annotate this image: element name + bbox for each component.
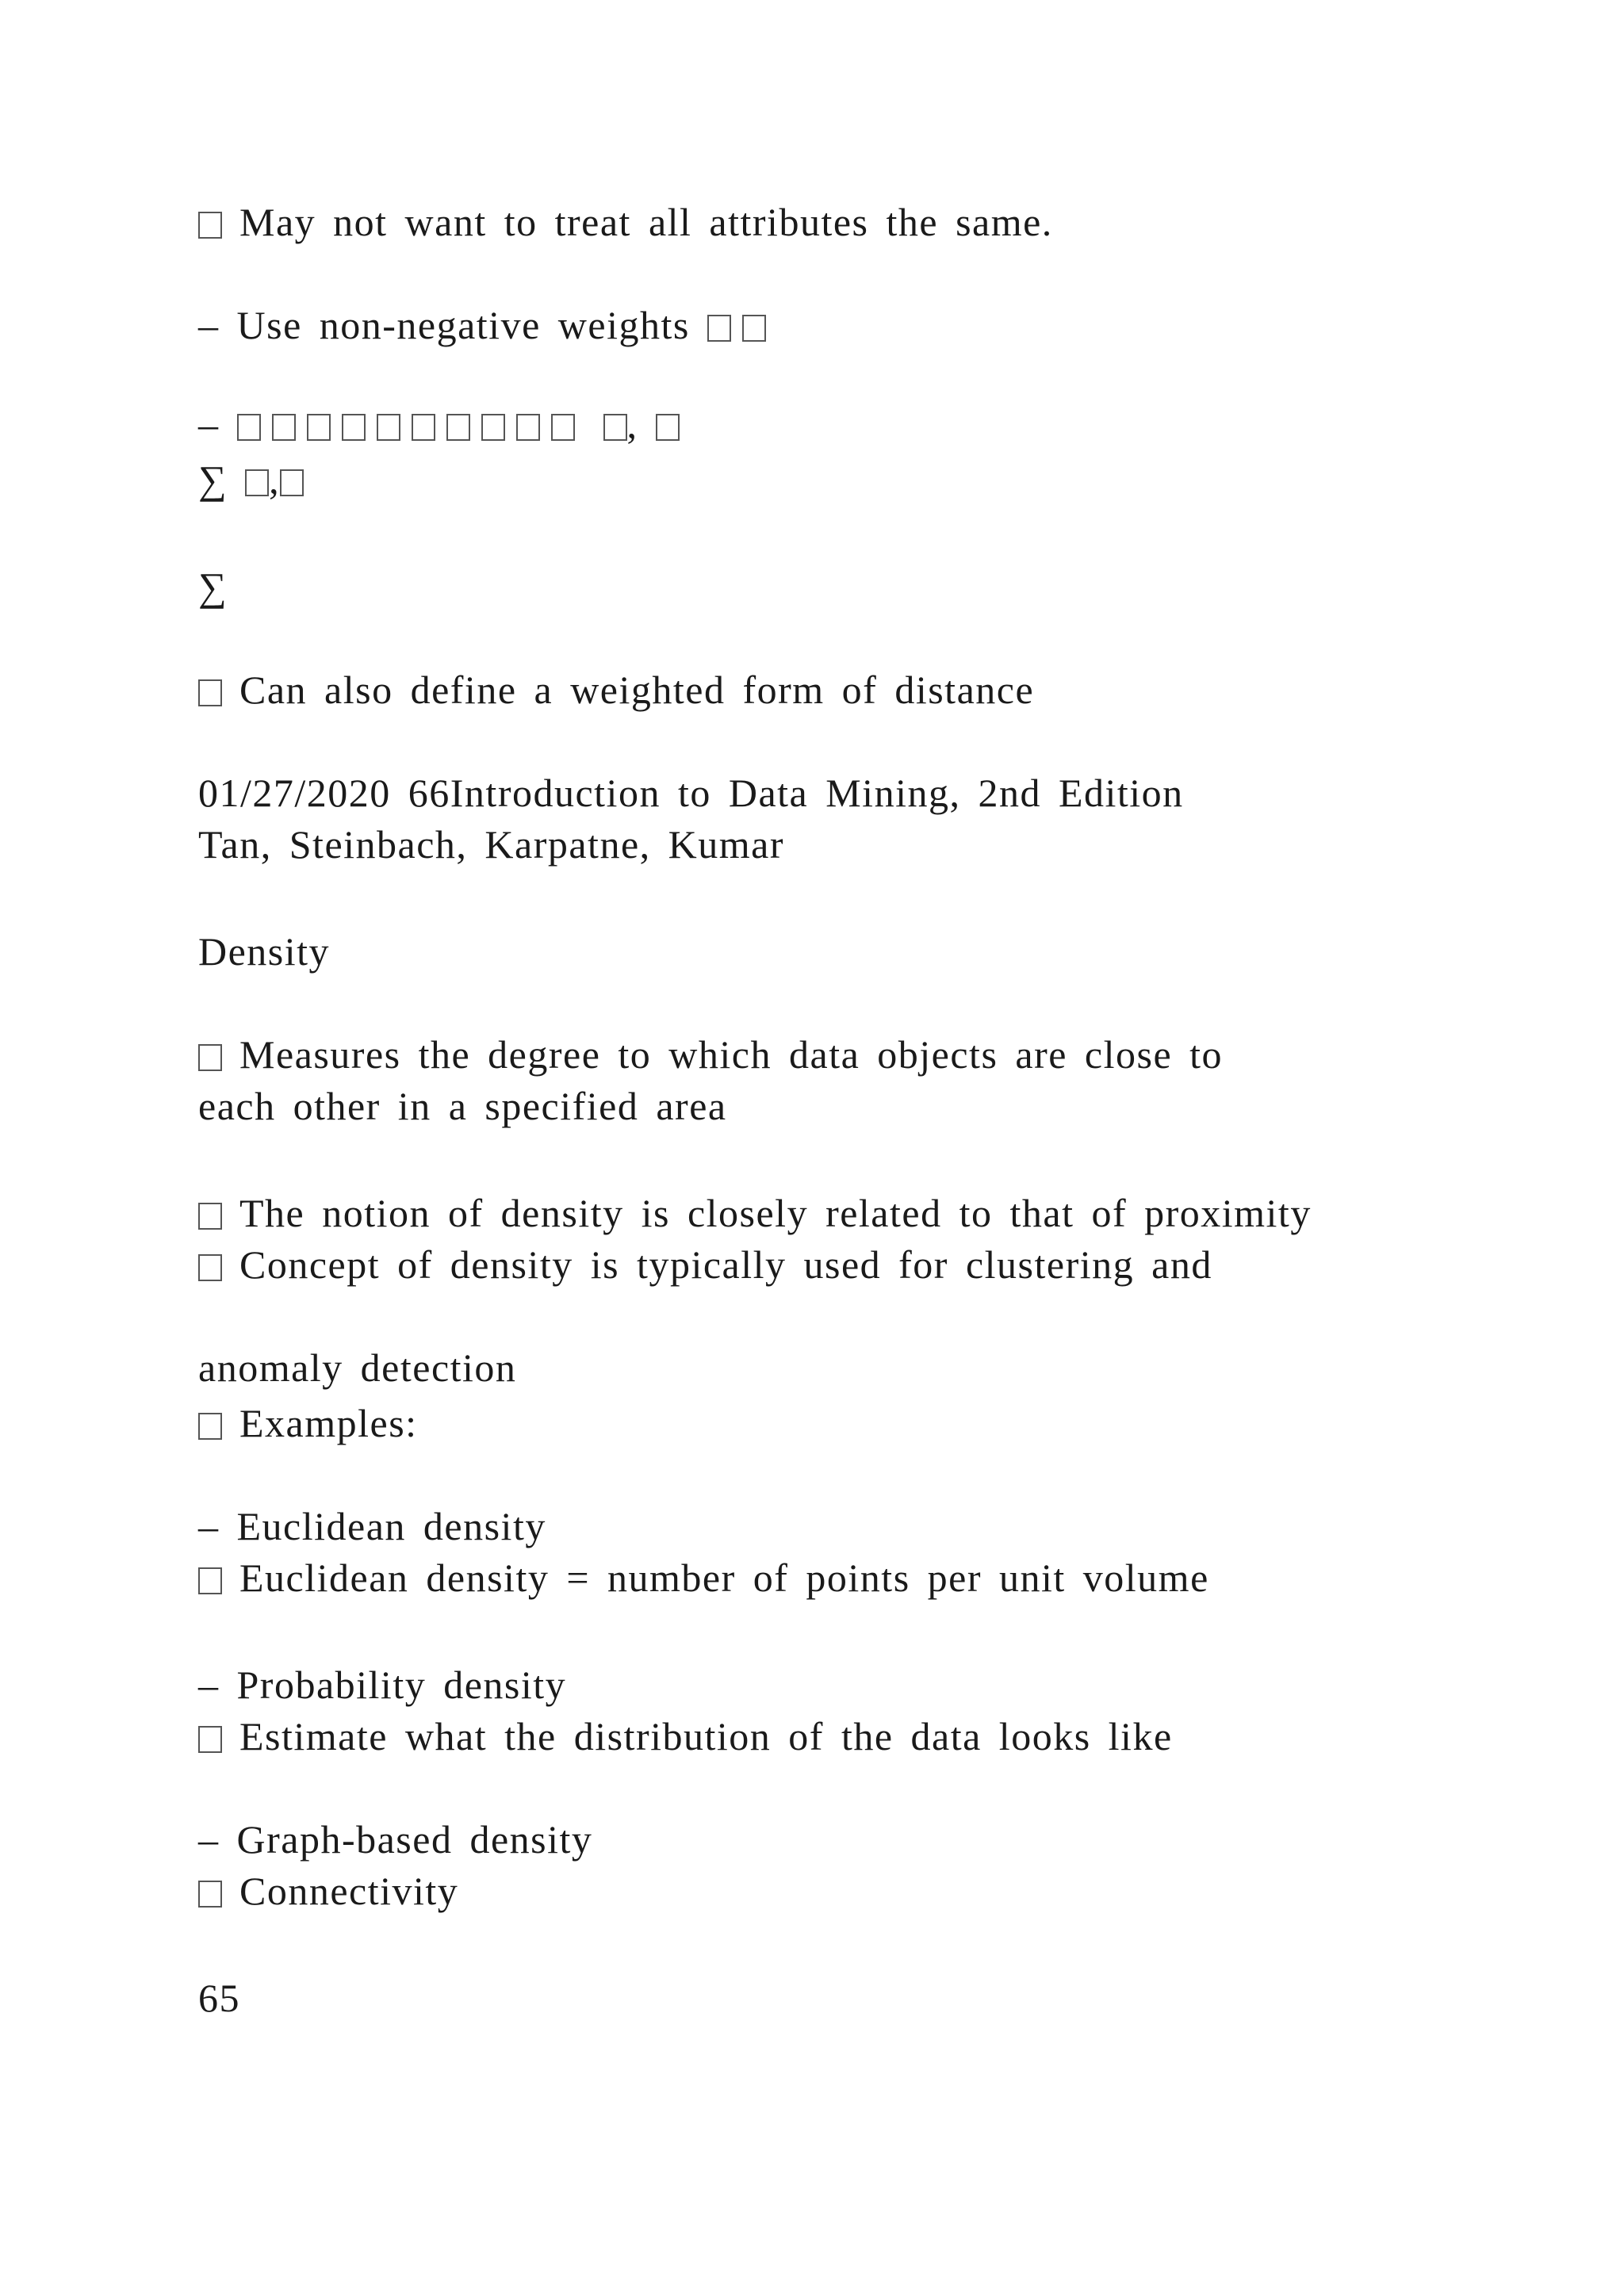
bullet-line-measures (198, 1031, 1223, 1078)
bullet-line-estimate (198, 1712, 1173, 1760)
text: – Euclidean density (198, 1504, 546, 1548)
sub-line-nonnegative-weights (198, 301, 777, 349)
section-heading-density (198, 928, 330, 975)
formula-line-1 (198, 400, 691, 448)
bullet-line-weights-intro (198, 198, 1053, 246)
missing-glyph-icon (412, 414, 435, 441)
line-anomaly-detection (198, 1344, 516, 1391)
text: Estimate what the distribution of the data looks like (239, 1714, 1173, 1758)
formula-line-2 (198, 456, 315, 503)
text: 01/27/2020 66Introduction to Data Mining, 2nd Edition (198, 771, 1184, 815)
missing-glyph-icon (481, 414, 505, 441)
missing-glyph-icon (280, 469, 304, 496)
line-specified-area (198, 1082, 727, 1130)
text: Concept of density is typically used for clustering and (239, 1242, 1212, 1287)
missing-glyph-icon (446, 414, 470, 441)
footer-line-authors (198, 821, 784, 868)
missing-glyph-icon (237, 414, 261, 441)
text: The notion of density is closely related to that of proximity (239, 1191, 1312, 1235)
missing-glyph-icon (342, 414, 366, 441)
page-number (198, 1974, 240, 2022)
bullet-box-icon (198, 1413, 222, 1440)
bullet-box-icon (198, 1044, 222, 1071)
separator: , (269, 457, 281, 502)
text: each other in a specified area (198, 1084, 727, 1128)
text: Tan, Steinbach, Karpatne, Kumar (198, 822, 784, 867)
missing-glyph-icon (377, 414, 400, 441)
sub-line-graph-based (198, 1816, 592, 1863)
bullet-box-icon (198, 1881, 222, 1908)
bullet-box-icon (198, 1203, 222, 1230)
missing-glyph-icon (707, 315, 731, 342)
sub-line-euclidean (198, 1502, 546, 1550)
missing-glyph-icon (516, 414, 540, 441)
footer-line-date-title (198, 769, 1184, 817)
text: – Probability density (198, 1663, 567, 1707)
missing-glyph-icon (603, 414, 627, 441)
text: Connectivity (239, 1869, 459, 1913)
bullet-box-icon (198, 1567, 222, 1594)
text: anomaly detection (198, 1345, 517, 1390)
text: Measures the degree to which data objects are close to (239, 1032, 1224, 1077)
bullet-box-icon (198, 1254, 222, 1281)
bullet-line-concept (198, 1241, 1212, 1288)
text: Can also define a weighted form of distance (239, 668, 1035, 712)
bullet-box-icon (198, 1726, 222, 1753)
missing-glyph-icon (245, 469, 269, 496)
missing-glyph-icon (656, 414, 680, 441)
bullet-box-icon (198, 212, 222, 239)
text: Density (198, 929, 331, 974)
sub-line-probability (198, 1661, 566, 1709)
sum-symbol: ∑ (198, 564, 228, 609)
text: Euclidean density = number of points per unit volume (239, 1556, 1209, 1600)
missing-glyph-icon (307, 414, 331, 441)
text: May not want to treat all attributes the same. (239, 200, 1053, 244)
missing-glyphs (707, 315, 777, 342)
bullet-line-examples (198, 1399, 418, 1447)
separator: , (626, 402, 638, 446)
text: 65 (198, 1976, 240, 2020)
bullet-line-connectivity (198, 1867, 458, 1915)
bullet-box-icon (198, 679, 222, 706)
bullet-line-notion (198, 1189, 1312, 1237)
bullet-line-euclidean-def (198, 1554, 1209, 1601)
dash: – (198, 402, 220, 446)
text: Examples: (239, 1401, 418, 1445)
missing-glyph-icon (551, 414, 575, 441)
sum-symbol: ∑ (198, 457, 228, 502)
bullet-line-weighted-distance (198, 666, 1034, 714)
missing-glyph-icon (272, 414, 296, 441)
text: – Graph-based density (198, 1817, 593, 1862)
missing-glyph-icon (742, 315, 766, 342)
missing-glyphs (237, 414, 586, 441)
text: – Use non-negative weights (198, 303, 690, 347)
formula-line-3 (198, 563, 228, 610)
